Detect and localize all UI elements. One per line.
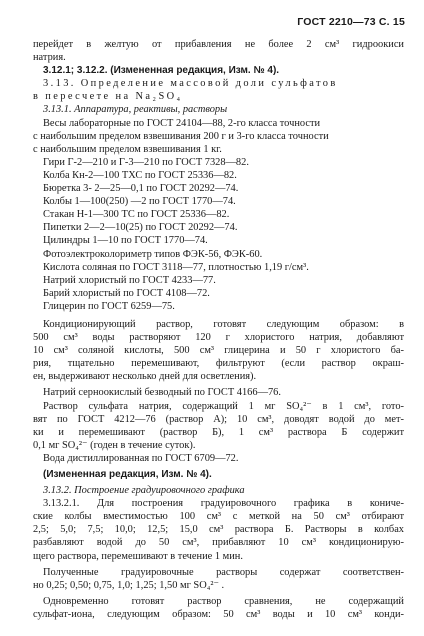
text-line: разбавляют водой до 50 см³, прибавляют 10 см³ кондиционирую- [33, 537, 404, 549]
text-line: Весы лабораторные по ГОСТ 24104—88, 2-го класса точности [43, 117, 321, 129]
text-line: ские колбы вместимостью 100 см³ с меткой на 50 см³ отбирают [33, 511, 404, 523]
text-line: ен, выдерживают несколько дней для осветления). [33, 371, 257, 383]
text-line: Натрий серноокислый безводный по ГОСТ 4166—76. [43, 387, 281, 399]
text-line: 500 см³ воды растворяют 120 г хлористого натрия, добавляют [33, 332, 404, 344]
text-line: Полученные градуировочные растворы содержат соответствен- [43, 566, 404, 578]
text-line: перейдет в желтую от прибавления не более 2 см³ гидроокиси [33, 39, 404, 50]
text-line: вят по ГОСТ 4212—76 (раствор А); 10 см³, доводят водой до мет- [33, 413, 404, 425]
text-line: Кондиционирующий раствор, готовят следующим образом: в [43, 318, 404, 330]
list-item: Пипетки 2—2—10(25) по ГОСТ 20292—74. [43, 222, 238, 234]
subsection-heading: 3.13.2. Построение градуировочного графика [43, 485, 245, 497]
page-header: ГОСТ 2210—73 С. 15 [297, 16, 405, 28]
section-heading: в пересчете на Na₂SO₄ [33, 91, 183, 103]
list-item: Стакан Н-1—300 ТС по ГОСТ 25336—82. [43, 209, 230, 221]
text-line: 2,5; 5,0; 7,5; 10,0; 12,5; 15,0 см³ раствора Б. Растворы в колбах [33, 524, 404, 536]
list-item: Цилиндры 1—10 по ГОСТ 1770—74. [43, 235, 208, 247]
list-item: Глицерин по ГОСТ 6259—75. [43, 300, 175, 312]
list-item: Колба Кн-2—100 ТХС по ГОСТ 25336—82. [43, 169, 237, 181]
text-line: 3.12.1; 3.12.2. (Измененная редакция, Изм. № 4). [43, 65, 280, 77]
list-item: Гири Г-2—210 и Г-3—210 по ГОСТ 7328—82. [43, 156, 249, 168]
text-line: Одновременно готовят раствор сравнения, не содержащий [43, 595, 404, 607]
subsection-heading: 3.13.1. Аппаратура, реактивы, растворы [43, 104, 228, 116]
text-line: натрия. [33, 52, 66, 64]
document-body [33, 38, 404, 621]
text-line: но 0,25; 0,50; 0,75, 1,0; 1,25; 1,50 мг SO₄²⁻ . [33, 579, 225, 591]
text-line: 0,1 мг SO₄²⁻ (годен в течение суток). [33, 439, 196, 451]
list-item: Фотоэлектроколориметр типов ФЭК-56, ФЭК-60. [43, 248, 263, 260]
text-line: щего раствора, перемешивают в течение 1 мин. [33, 550, 243, 562]
text-line: 3.13.2.1. Для построения градуировочного графика в кониче- [43, 498, 404, 510]
list-item: Натрий хлористый по ГОСТ 4233—77. [43, 274, 216, 286]
text-line: рия, тщательно перемешивают, фильтруют (если раствор окраш- [33, 358, 404, 370]
list-item: Бюретка 3- 2—25—0,1 по ГОСТ 20292—74. [43, 183, 239, 195]
text-line: 10 см³ соляной кислоты, 500 см³ глицерина и 50 г хлористого ба- [33, 345, 404, 357]
section-heading: 3.13. Определение массовой доли сульфатов [43, 78, 338, 90]
text-line: Раствор сульфата натрия, содержащий 1 мг SO₄²⁻ в 1 см³, гото- [43, 400, 404, 412]
text-line: сульфат-иона, следующим образом: 50 см³ воды и 10 см³ конди- [33, 608, 404, 620]
list-item: Барий хлористый по ГОСТ 4108—72. [43, 287, 210, 299]
text-line: ки и перемешивают (раствор Б), 1 см³ раствора Б содержит [33, 426, 404, 438]
list-item: Колбы 1—100(250) —2 по ГОСТ 1770—74. [43, 196, 236, 208]
text-line: (Измененная редакция, Изм. № 4). [43, 469, 212, 480]
text-line: Вода дистиллированная по ГОСТ 6709—72. [43, 452, 239, 464]
text-line: с наибольшим пределом взвешивания 200 г и 3-го класса точности [33, 130, 329, 142]
text-line: с наибольшим пределом взвешивания 1 кг. [33, 143, 222, 155]
list-item: Кислота соляная по ГОСТ 3118—77, плотностью 1,19 г/см³. [43, 261, 309, 273]
